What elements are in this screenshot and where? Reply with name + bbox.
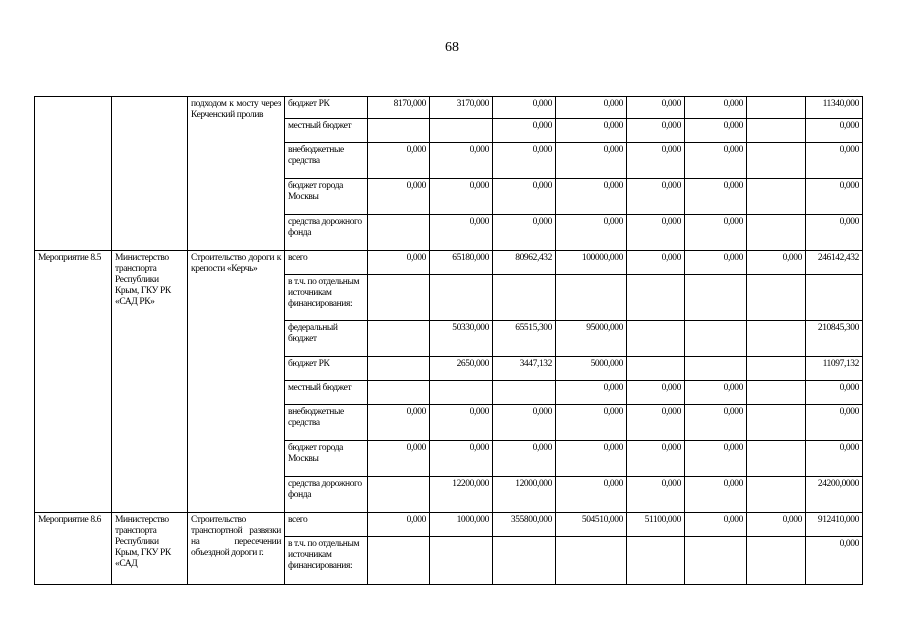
budget-table	[34, 96, 863, 585]
amount-cell	[627, 357, 685, 381]
amount-cell: 0,000	[685, 119, 747, 143]
amount-cell	[556, 275, 627, 321]
amount-cell	[430, 381, 493, 405]
amount-cell: 0,000	[493, 179, 556, 215]
funding-source-cell: всего	[285, 513, 368, 537]
amount-cell	[368, 477, 430, 513]
amount-cell: 65180,000	[430, 251, 493, 275]
amount-cell: 0,000	[493, 215, 556, 251]
amount-cell: 0,000	[685, 441, 747, 477]
amount-cell: 0,000	[627, 143, 685, 179]
amount-cell	[368, 357, 430, 381]
amount-cell	[685, 321, 747, 357]
amount-cell	[747, 381, 806, 405]
amount-cell: 24200,0000	[806, 477, 863, 513]
measure-id-cell	[35, 97, 112, 251]
amount-cell: 0,000	[627, 119, 685, 143]
amount-cell: 0,000	[685, 215, 747, 251]
amount-cell: 0,000	[627, 97, 685, 119]
amount-cell: 0,000	[368, 251, 430, 275]
amount-cell: 0,000	[627, 405, 685, 441]
amount-cell: 0,000	[685, 405, 747, 441]
amount-cell: 12200,000	[430, 477, 493, 513]
amount-cell	[806, 275, 863, 321]
amount-cell	[368, 119, 430, 143]
page-number: 68	[445, 40, 459, 55]
amount-cell: 0,000	[368, 513, 430, 537]
amount-cell: 0,000	[430, 179, 493, 215]
amount-cell: 0,000	[430, 441, 493, 477]
amount-cell: 8170,000	[368, 97, 430, 119]
amount-cell: 0,000	[627, 179, 685, 215]
amount-cell: 0,000	[368, 179, 430, 215]
amount-cell: 11340,000	[806, 97, 863, 119]
amount-cell: 0,000	[430, 215, 493, 251]
amount-cell	[368, 537, 430, 585]
amount-cell: 50330,000	[430, 321, 493, 357]
table-row	[35, 513, 863, 537]
amount-cell: 0,000	[685, 179, 747, 215]
table-row	[35, 97, 863, 119]
amount-cell	[368, 321, 430, 357]
amount-cell: 5000,000	[556, 357, 627, 381]
amount-cell: 0,000	[685, 143, 747, 179]
amount-cell: 0,000	[806, 143, 863, 179]
amount-cell	[493, 537, 556, 585]
amount-cell	[493, 275, 556, 321]
amount-cell	[368, 215, 430, 251]
amount-cell	[685, 357, 747, 381]
amount-cell: 0,000	[685, 251, 747, 275]
amount-cell: 0,000	[556, 381, 627, 405]
organization-cell: Министерство транспорта Республики Крым, ГКУ РК «САД РК»	[112, 251, 188, 513]
amount-cell: 100000,000	[556, 251, 627, 275]
amount-cell: 11097,132	[806, 357, 863, 381]
amount-cell: 0,000	[368, 441, 430, 477]
funding-source-cell: средства дорожного фонда	[285, 215, 368, 251]
organization-cell: Министерство транспорта Республики Крым, ГКУ РК «САД	[112, 513, 188, 585]
amount-cell: 0,000	[806, 179, 863, 215]
amount-cell: 0,000	[685, 97, 747, 119]
amount-cell	[747, 119, 806, 143]
amount-cell	[430, 119, 493, 143]
amount-cell: 0,000	[493, 405, 556, 441]
amount-cell: 65515,300	[493, 321, 556, 357]
amount-cell	[493, 381, 556, 405]
amount-cell	[747, 143, 806, 179]
amount-cell: 0,000	[430, 405, 493, 441]
amount-cell: 3170,000	[430, 97, 493, 119]
funding-source-cell: в т.ч. по отдельным источникам финансирования:	[285, 275, 368, 321]
amount-cell	[747, 215, 806, 251]
amount-cell: 95000,000	[556, 321, 627, 357]
funding-source-cell: бюджет РК	[285, 357, 368, 381]
amount-cell	[747, 405, 806, 441]
amount-cell: 0,000	[493, 97, 556, 119]
funding-source-cell: местный бюджет	[285, 381, 368, 405]
amount-cell: 912410,000	[806, 513, 863, 537]
amount-cell: 0,000	[685, 477, 747, 513]
amount-cell: 210845,300	[806, 321, 863, 357]
funding-source-cell: в т.ч. по отдельным источникам финансирования:	[285, 537, 368, 585]
amount-cell: 12000,000	[493, 477, 556, 513]
funding-source-cell: федеральный бюджет	[285, 321, 368, 357]
amount-cell	[627, 321, 685, 357]
funding-source-cell: внебюджетные средства	[285, 143, 368, 179]
funding-source-cell: местный бюджет	[285, 119, 368, 143]
amount-cell: 2650,000	[430, 357, 493, 381]
funding-source-cell: бюджет города Москвы	[285, 179, 368, 215]
table-row	[35, 251, 863, 275]
amount-cell: 0,000	[493, 143, 556, 179]
amount-cell: 355800,000	[493, 513, 556, 537]
funding-source-cell: бюджет города Москвы	[285, 441, 368, 477]
amount-cell: 0,000	[556, 405, 627, 441]
amount-cell: 0,000	[556, 119, 627, 143]
amount-cell: 0,000	[806, 215, 863, 251]
amount-cell: 0,000	[556, 143, 627, 179]
amount-cell	[747, 97, 806, 119]
amount-cell: 1000,000	[430, 513, 493, 537]
measure-description-cell: Строительство дороги к крепости «Керчь»	[188, 251, 285, 513]
amount-cell: 0,000	[556, 97, 627, 119]
amount-cell: 0,000	[685, 513, 747, 537]
amount-cell: 0,000	[806, 405, 863, 441]
amount-cell	[685, 537, 747, 585]
amount-cell: 0,000	[685, 381, 747, 405]
amount-cell: 0,000	[627, 251, 685, 275]
funding-source-cell: внебюджетные средства	[285, 405, 368, 441]
amount-cell	[627, 275, 685, 321]
amount-cell	[747, 441, 806, 477]
amount-cell: 80962,432	[493, 251, 556, 275]
amount-cell: 246142,432	[806, 251, 863, 275]
amount-cell	[368, 275, 430, 321]
funding-source-cell: средства дорожного фонда	[285, 477, 368, 513]
amount-cell	[430, 537, 493, 585]
measure-id-cell: Мероприятие 8.6	[35, 513, 112, 585]
amount-cell: 0,000	[806, 537, 863, 585]
amount-cell: 0,000	[806, 119, 863, 143]
funding-source-cell: всего	[285, 251, 368, 275]
organization-cell	[112, 97, 188, 251]
funding-source-cell: бюджет РК	[285, 97, 368, 119]
measure-id-cell: Мероприятие 8.5	[35, 251, 112, 513]
amount-cell: 0,000	[747, 513, 806, 537]
amount-cell: 0,000	[806, 441, 863, 477]
measure-description-cell: Строительство транспортной развязки на пересечении объездной дороги г.	[188, 513, 285, 585]
amount-cell: 0,000	[368, 143, 430, 179]
amount-cell	[747, 275, 806, 321]
amount-cell	[627, 537, 685, 585]
amount-cell	[430, 275, 493, 321]
amount-cell: 0,000	[747, 251, 806, 275]
amount-cell: 3447,132	[493, 357, 556, 381]
amount-cell: 51100,000	[627, 513, 685, 537]
amount-cell: 0,000	[368, 405, 430, 441]
amount-cell: 504510,000	[556, 513, 627, 537]
amount-cell: 0,000	[556, 215, 627, 251]
amount-cell: 0,000	[493, 119, 556, 143]
amount-cell	[747, 357, 806, 381]
amount-cell	[747, 477, 806, 513]
amount-cell	[747, 179, 806, 215]
amount-cell: 0,000	[627, 381, 685, 405]
amount-cell: 0,000	[627, 441, 685, 477]
amount-cell: 0,000	[430, 143, 493, 179]
amount-cell	[368, 381, 430, 405]
amount-cell: 0,000	[493, 441, 556, 477]
amount-cell: 0,000	[806, 381, 863, 405]
amount-cell	[685, 275, 747, 321]
amount-cell	[747, 537, 806, 585]
amount-cell	[747, 321, 806, 357]
amount-cell: 0,000	[556, 179, 627, 215]
measure-description-cell: подходом к мосту через Керченский пролив	[188, 97, 285, 251]
amount-cell: 0,000	[556, 441, 627, 477]
amount-cell: 0,000	[627, 215, 685, 251]
amount-cell: 0,000	[627, 477, 685, 513]
amount-cell	[556, 537, 627, 585]
amount-cell: 0,000	[556, 477, 627, 513]
